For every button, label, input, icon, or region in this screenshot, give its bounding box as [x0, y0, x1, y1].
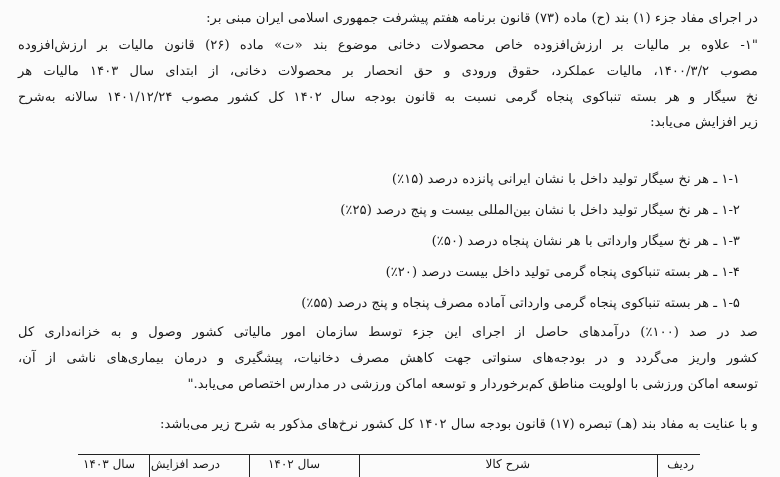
list-item-1-1: ۱-۱ ـ هر نخ سیگار تولید داخل با نشان ایرانی پانزده درصد (۱۵٪) — [391, 172, 740, 187]
table-divider — [249, 455, 250, 477]
table-header-increase-percent: درصد افزایش — [150, 457, 220, 471]
table-divider — [657, 455, 658, 477]
table-divider — [149, 455, 150, 477]
list-item-1-5: ۱-۵ ـ هر بسته تنباکوی پنجاه گرمی وارداتی آماده مصرف پنجاه و پنج درصد (۵۵٪) — [301, 296, 740, 311]
table-header-row-number: ردیف — [667, 457, 694, 471]
quote-line-4: زیر افزایش می‌یابد: — [650, 115, 758, 130]
quote-line-1: "۱- علاوه بر مالیات بر ارزش‌افزوده خاص محصولات دخانی موضوع بند «ت» ماده (۲۶) قانون مالیات بر ارزش‌افزوده — [18, 38, 758, 53]
list-item-1-2: ۱-۲ ـ هر نخ سیگار تولید داخل با نشان بین‌المللی بیست و پنج درصد (۲۵٪) — [340, 203, 740, 218]
rates-table-header — [78, 454, 700, 477]
paragraph-line-1: صد در صد (۱۰۰٪) درآمدهای حاصل از اجرای این جزء توسط سازمان امور مالیاتی کشور وصول و به خزانه‌داری کل — [18, 325, 758, 340]
intro-line: در اجرای مفاد جزء (۱) بند (ح) ماده (۷۳) قانون برنامه هفتم پیشرفت جمهوری اسلامی ایران مبنی بر: — [206, 11, 758, 26]
table-header-description: شرح کالا — [485, 457, 530, 471]
closing-line: و با عنایت به مفاد بند (هـ) تبصره (۱۷) قانون بودجه سال ۱۴۰۲ کل کشور نرخ‌های مذکور به شرح زیر می‌باشد: — [160, 417, 758, 432]
table-header-year-1403: سال ۱۴۰۳ — [82, 457, 135, 471]
quote-line-3: نخ سیگار و هر بسته تنباکوی پنجاه گرمی نسبت به قانون بودجه سال ۱۴۰۲ کل کشور مصوب ۱۴۰۱/۱۲/۲۴ سالانه به‌شرح — [18, 90, 759, 105]
quote-line-2: مصوب ۱۴۰۰/۳/۲، مالیات عملکرد، حقوق ورودی و حق انحصار بر محصولات دخانی، از ابتدای سال ۱۴۰۳ مالیات هر — [18, 64, 758, 79]
list-item-1-4: ۱-۴ ـ هر بسته تنباکوی پنجاه گرمی تولید داخل بیست درصد (۲۰٪) — [385, 265, 740, 280]
table-header-year-1402: سال ۱۴۰۲ — [267, 457, 320, 471]
table-divider — [359, 455, 360, 477]
list-item-1-3: ۱-۳ ـ هر نخ سیگار وارداتی با هر نشان پنجاه درصد (۵۰٪) — [431, 234, 740, 249]
paragraph-line-3: توسعه اماکن ورزشی با اولویت مناطق کم‌برخوردار و توسعه اماکن ورزشی در مدارس اختصاص می‌یابد." — [187, 377, 758, 392]
paragraph-line-2: کشور واریز می‌گردد و در بودجه‌های سنواتی جهت کاهش مصرف دخانیات، پیشگیری و درمان بیماری‌های ناشی از آن، — [18, 351, 758, 366]
